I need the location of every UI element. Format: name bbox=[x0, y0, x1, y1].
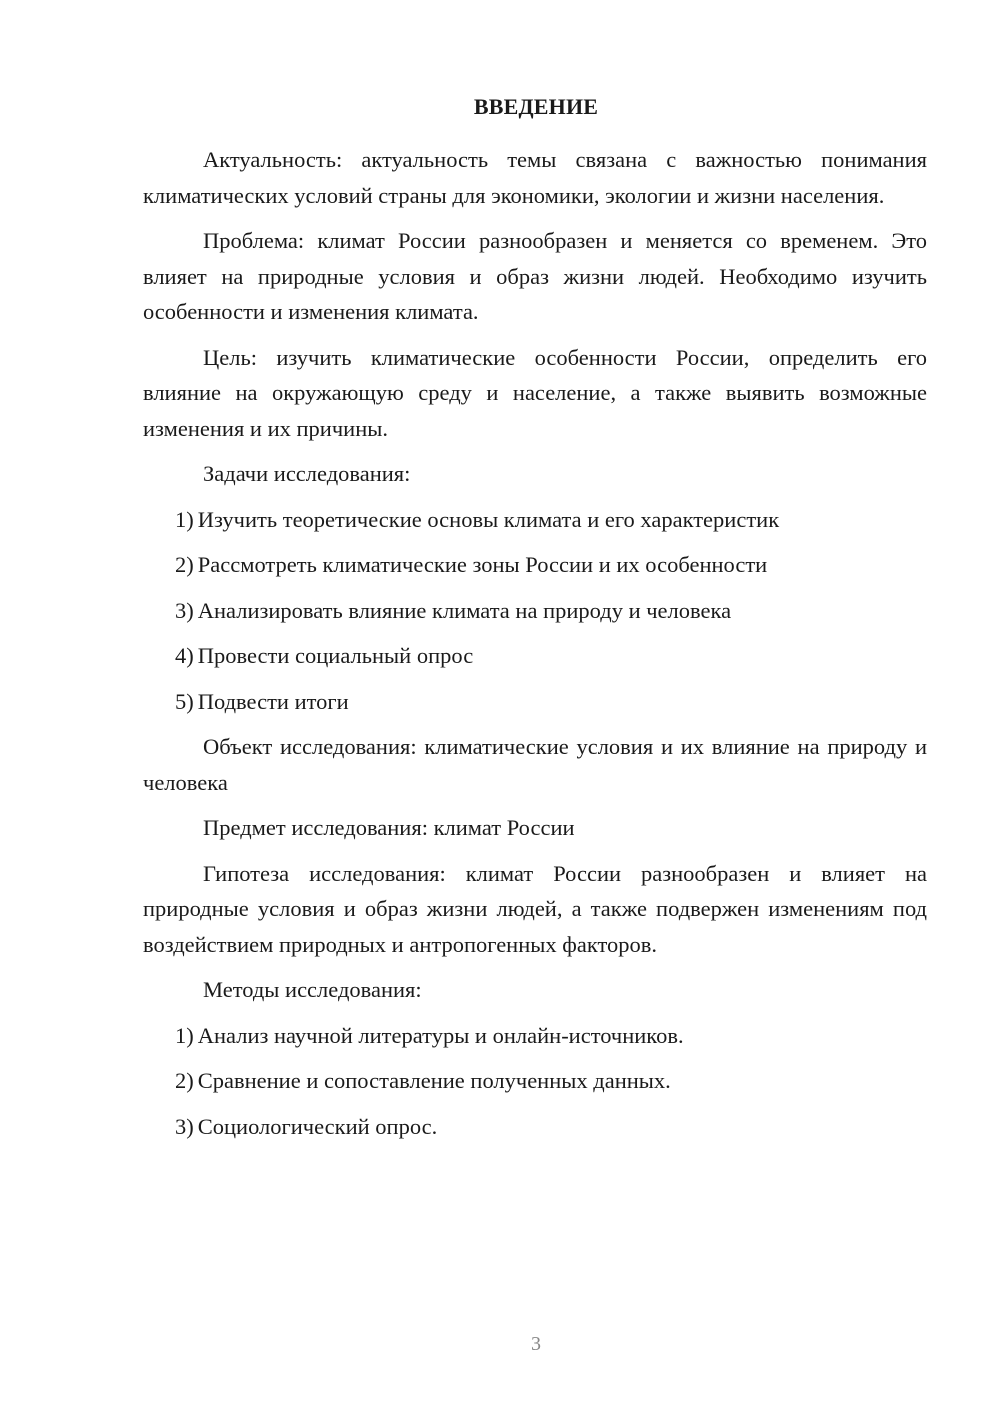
list-item-number: 3) bbox=[175, 597, 194, 623]
list-item bbox=[143, 502, 927, 538]
page-number: 3 bbox=[531, 1333, 541, 1355]
list-item-number: 3) bbox=[175, 1113, 194, 1139]
list-item-number: 2) bbox=[175, 1068, 194, 1093]
list-item-text: Социологический опрос. bbox=[197, 1113, 438, 1139]
relevance-paragraph: Актуальность: актуальность темы связана с важностью понимания климатических условий страны для экономики, экологии и жизни населения. bbox=[143, 147, 927, 208]
list-item-number: 4) bbox=[175, 643, 194, 668]
list-item bbox=[143, 1018, 927, 1054]
list-item-number: 5) bbox=[175, 688, 194, 714]
goal-paragraph: Цель: изучить климатические особенности России, определить его влияние на окружающую среду и население, а также выявить возможные изменения и их причины. bbox=[143, 344, 927, 441]
tasks-title: Задачи исследования: bbox=[203, 461, 411, 486]
list-item bbox=[143, 1063, 927, 1099]
list-item-text: Анализировать влияние климата на природу и человека bbox=[197, 597, 732, 623]
hypothesis-paragraph: Гипотеза исследования: климат России разнообразен и влияет на природные условия и образ жизни людей, а также подвержен изменениям под воздействием природных и антропогенных факторов. bbox=[143, 860, 927, 957]
list-item bbox=[143, 1109, 927, 1145]
list-item bbox=[143, 684, 927, 720]
list-item-number: 2) bbox=[175, 552, 194, 577]
list-item-number: 1) bbox=[175, 1022, 194, 1048]
list-item-text: Провести социальный опрос bbox=[197, 643, 474, 668]
tasks-list bbox=[143, 502, 927, 720]
list-item-text: Рассмотреть климатические зоны России и их особенности bbox=[197, 552, 768, 577]
list-item bbox=[143, 547, 927, 583]
methods-list bbox=[143, 1018, 927, 1145]
list-item-text: Подвести итоги bbox=[197, 688, 349, 714]
methods-title: Методы исследования: bbox=[203, 977, 422, 1002]
object-paragraph: Объект исследования: климатические условия и их влияние на природу и человека bbox=[143, 734, 927, 795]
document-body bbox=[143, 142, 927, 1154]
problem-paragraph: Проблема: климат России разнообразен и меняется со временем. Это влияет на природные условия и образ жизни людей. Необходимо изучить особенности и изменения климата. bbox=[143, 228, 927, 324]
list-item bbox=[143, 593, 927, 629]
list-item-text: Изучить теоретические основы климата и его характеристик bbox=[197, 506, 780, 532]
list-item bbox=[143, 638, 927, 674]
list-item-text: Сравнение и сопоставление полученных данных. bbox=[197, 1068, 671, 1093]
list-item-number: 1) bbox=[175, 506, 194, 532]
subject-paragraph: Предмет исследования: климат России bbox=[203, 815, 575, 840]
section-heading: ВВЕДЕНИЕ bbox=[473, 94, 599, 119]
list-item-text: Анализ научной литературы и онлайн-источников. bbox=[197, 1022, 684, 1048]
